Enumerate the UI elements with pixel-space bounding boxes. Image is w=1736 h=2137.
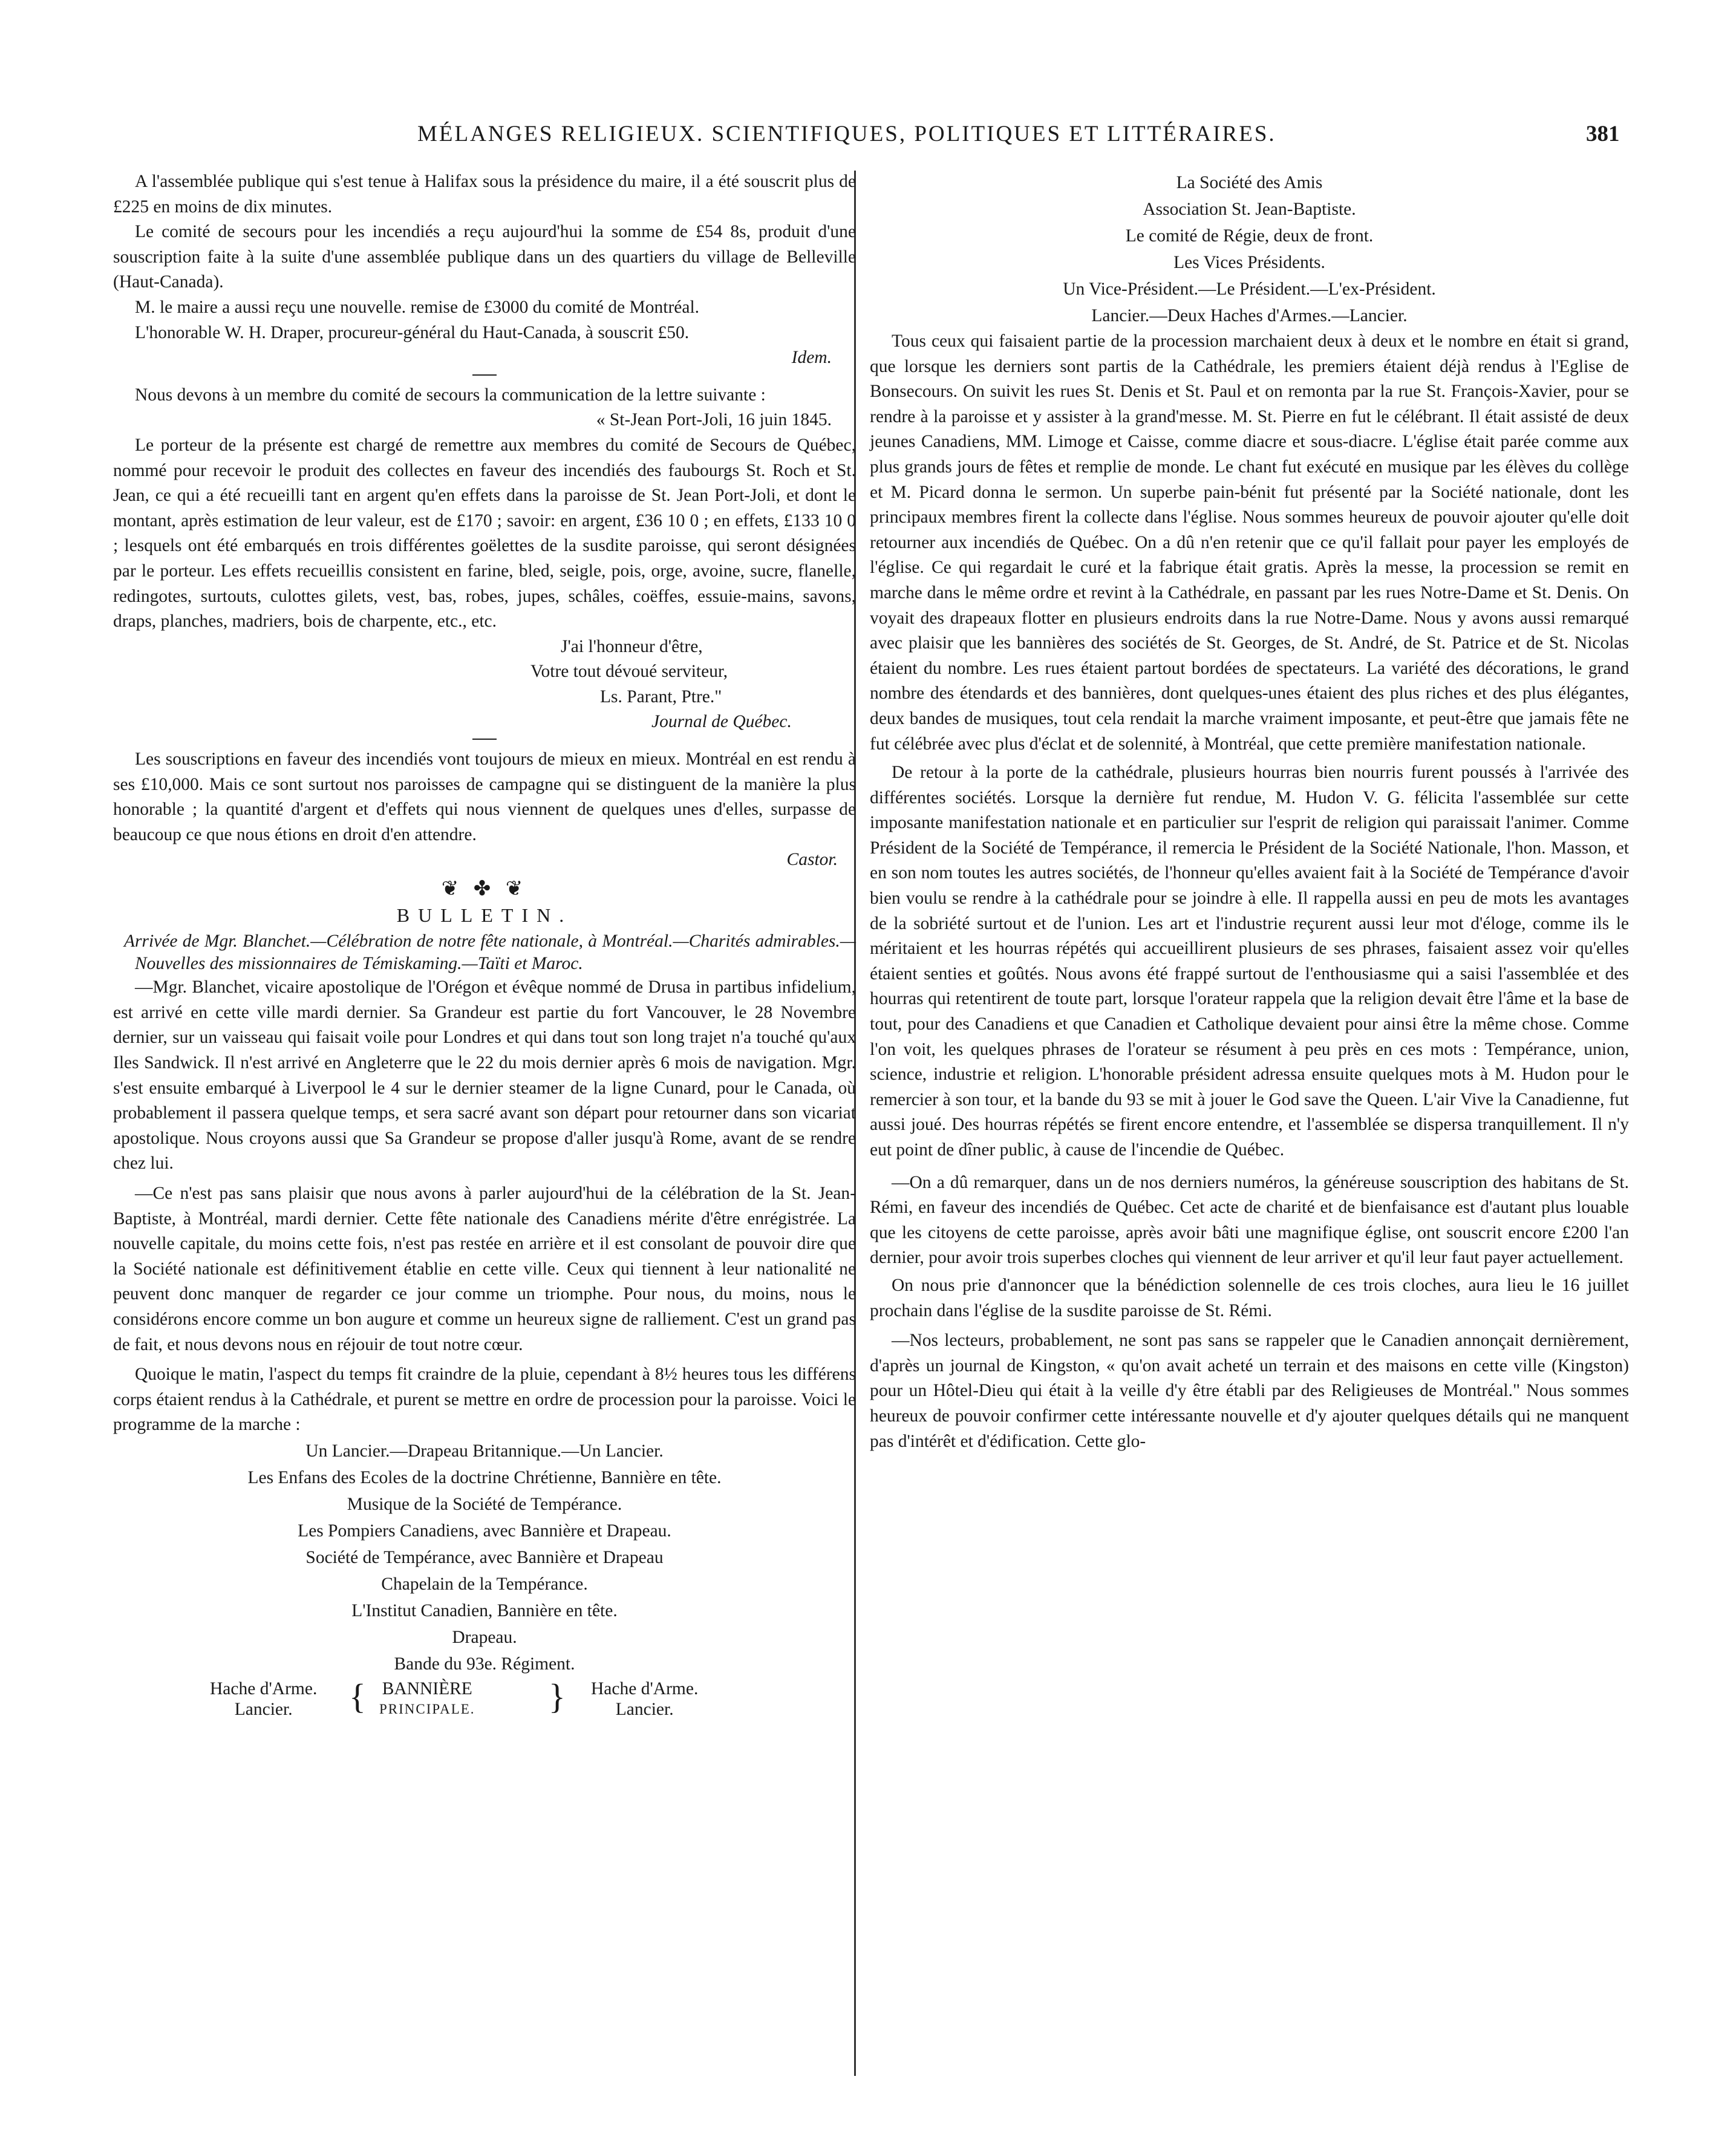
paragraph-cloches: On nous prie d'annoncer que la bénédiction solennelle de ces trois cloches, aura lieu le 16 juillet prochain dans l'église de la susdite paroisse de St. Rémi. [870, 1275, 1629, 1320]
page-header [0, 121, 1736, 157]
banner-right-top: Hache d'Arme. [591, 1679, 699, 1698]
letter-closing: J'ai l'honneur d'être, [561, 636, 703, 656]
letter-signature: Ls. Parant, Ptre." [600, 687, 722, 706]
banner-arrangement [113, 1676, 856, 1732]
paragraph-draper: L'honorable W. H. Draper, procureur-général du Haut-Canada, à souscrit £50. [135, 322, 690, 342]
program-line: L'Institut Canadien, Bannière en tête. [351, 1600, 618, 1620]
bulletin-summary: Arrivée de Mgr. Blanchet.—Célébration de notre fête nationale, à Montréal.—Charités admirables.—Nouvelles des missionnaires de Témiskaming.—Taïti et Maroc. [124, 931, 856, 974]
letter-dateline: « St-Jean Port-Joli, 16 juin 1845. [596, 410, 832, 430]
paragraph-procession: Quoique le matin, l'aspect du temps fit craindre de la pluie, cependant à 8½ heures tous les différens corps étaient rendus à la Cathédrale, et purent se mettre en ordre de procession pour la paroisse. Voici le programme de la marche : [113, 1365, 856, 1435]
separator-dash [472, 374, 497, 376]
castor-credit: Castor. [786, 850, 838, 870]
brace-right: } [549, 1676, 566, 1716]
paragraph-montreal-remise: M. le maire a aussi reçu une nouvelle. remise de £3000 du comité de Montréal. [135, 297, 700, 317]
idem-credit: Idem. [791, 348, 832, 368]
procession-program-right [870, 169, 1629, 329]
procession-program-left [113, 1438, 856, 1677]
banner-left [210, 1679, 317, 1720]
letter-source: Journal de Québec. [651, 712, 792, 732]
paragraph-halifax: A l'assemblée publique qui s'est tenue à Halifax sous la présidence du maire, il a été souscrit plus de £225 en moins de dix minutes. [113, 172, 856, 217]
banner-center-top: BANNIÈRE [382, 1679, 472, 1698]
banner-left-top: Hache d'Arme. [210, 1679, 318, 1698]
program-line: Les Enfans des Ecoles de la doctrine Chrétienne, Bannière en tête. [247, 1467, 722, 1487]
program-line: Chapelain de la Tempérance. [381, 1574, 588, 1594]
right-column [870, 169, 1629, 1454]
letter-closing-servant: Votre tout dévoué serviteur, [530, 662, 728, 682]
paragraph-belleville: Le comité de secours pour les incendiés a reçu aujourd'hui la somme de £54 8s, produit d'une souscription faite à la suite d'une assemblée publique dans un des quartiers du village de Belleville (Haut-Canada). [113, 222, 856, 292]
paragraph-st-jean: —Ce n'est pas sans plaisir que nous avons à parler aujourd'hui de la célébration de la St. Jean-Baptiste, à Montréal, mardi dernier. Cette fête nationale des Canadiens mérite d'être enrégistrée. La nouvelle capitale, du moins cette fois, n'est pas restée en arrière et il est consolant de pouvoir dire que la Société nationale est définitivement établie en cette ville. Ceux qui tiennent à leur nationalité ne peuvent donc manquer de regarder ce jour comme un triomphe. Pour nous, du moins, nous le considérons encore comme un bon augure et comme un heureux signe de ralliement. C'est un grand pas de fait, et nous devons nous en réjouir de tout notre cœur. [113, 1183, 856, 1354]
program-line: Le comité de Régie, deux de front. [1125, 226, 1374, 246]
program-line: Société de Tempérance, avec Bannière et Drapeau [305, 1547, 664, 1567]
letter-body: Le porteur de la présente est chargé de remettre aux membres du comité de Secours de Québec, nommé pour recevoir le produit des collectes en faveur des incendiés des faubourgs St. Roch et St. Jean, ce qui a été recueilli tant en argent qu'en effets dans la paroisse de St. Jean Port-Joli, et dont le montant, après estimation de leur valeur, est de £170 ; savoir: en argent, £36 10 0 ; en effets, £133 10 0 ; lesquels ont été embarqués en trois différentes goëlettes de la susdite paroisse, qui seront désignées par le porteur. Les effets recueillis consistent en farine, bled, seigle, pois, orge, avoine, sucre, flanelle, redingotes, surtouts, culottes gilets, vest, bas, robes, jupes, schâles, coëffes, essuie-mains, savons, draps, planches, madriers, bois de charpente, etc., etc. [113, 435, 856, 631]
program-line: Un Lancier.—Drapeau Britannique.—Un Lancier. [305, 1441, 664, 1461]
banner-right [591, 1679, 698, 1720]
paragraph-blanchet: —Mgr. Blanchet, vicaire apostolique de l'Orégon et évêque nommé de Drusa in partibus infidelium, est arrivé en cette ville mardi dernier. Sa Grandeur est partie du fort Vancouver, le 28 Novembre dernier, sur un vaisseau qui faisait voile pour Londres et qui dans tout son long trajet n'a touché qu'aux Iles Sandwick. Il n'est arrivé en Angleterre que le 22 du mois dernier après 6 mois de navigation. Mgr. s'est ensuite embarqué à Liverpool le 4 sur le dernier steamer de la ligne Cunard, pour le Canada, où probablement il passera quelque temps, et sera sacré avant son départ pour retourner dans son vicariat apostolique. Nous croyons aussi que Sa Grandeur se propose d'aller jusqu'à Rome, avant de se rendre chez lui. [113, 977, 856, 1173]
program-line: Un Vice-Président.—Le Président.—L'ex-Président. [1063, 279, 1436, 299]
running-title: MÉLANGES RELIGIEUX. SCIENTIFIQUES, POLITIQUES ET LITTÉRAIRES. [417, 122, 1276, 146]
separator-dash-2 [472, 739, 497, 740]
program-line: Les Pompiers Canadiens, avec Bannière et Drapeau. [298, 1521, 671, 1541]
banner-center [379, 1679, 475, 1720]
brace-left: { [349, 1676, 366, 1716]
program-line: Association St. Jean-Baptiste. [1143, 200, 1356, 219]
left-column [113, 169, 856, 1732]
banner-right-bottom: Lancier. [615, 1699, 674, 1719]
banner-left-bottom: Lancier. [234, 1699, 293, 1719]
paragraph-letter-intro: Nous devons à un membre du comité de secours la communication de la lettre suivante : [135, 385, 766, 405]
bulletin-heading: BULLETIN. [396, 904, 573, 926]
ornament-divider: ❦ ✤ ❦ [441, 878, 528, 901]
paragraph-st-remi: —On a dû remarquer, dans un de nos derniers numéros, la généreuse souscription des habitans de St. Rémi, en faveur des incendiés de Québec. Cet acte de charité et de bienfaisance est d'autant plus louable que les citoyens de cette paroisse, après avoir bâti une magnifique église, ont souscrit encore £200 l'an dernier, pour avoir trois superbes cloches qui viennent de leur arriver et qu'il leur faut payer actuellement. [870, 1172, 1629, 1268]
program-line: Les Vices Présidents. [1173, 253, 1325, 272]
program-line: Lancier.—Deux Haches d'Armes.—Lancier. [1091, 306, 1408, 325]
program-line: Musique de la Société de Tempérance. [347, 1494, 622, 1514]
program-line: Drapeau. [452, 1627, 517, 1647]
paragraph-procession-route: Tous ceux qui faisaient partie de la procession marchaient deux à deux et le nombre en était si grand, que lorsque les derniers sont partis de la Cathédrale, les premiers étaient déjà rendus à l'Eglise de Bonsecours. On suivit les rues St. Denis et St. Paul et on remonta par la rue St. François-Xavier, pour se rendre à la paroisse et y assister à la grand'messe. M. St. Pierre en fut le célébrant. Il était assisté de deux jeunes Canadiens, MM. Limoge et Caisse, comme diacre et sous-diacre. L'église était parée comme aux plus grands jours de fêtes et remplie de monde. Le chant fut exécuté en musique par les élèves du collège et M. Picard donna le sermon. Un superbe pain-bénit fut présenté par la Société nationale, dont les principaux membres firent la collecte dans l'église. Nous sommes heureux de pouvoir ajouter qu'elle doit retourner aux incendiés de Québec. On a dû n'en retenir que ce qu'il fallait pour payer les employés de l'église. Ce qui regardait le curé et la fabrique était gratis. Après la messe, la procession se remit en marche dans le même ordre et revint à la Cathédrale, en passant par les rues Notre-Dame et St. Denis. On voyait des drapeaux flotter en plusieurs endroits dans la rue Notre-Dame. Nous y avons aussi remarqué avec plaisir que les bannières des sociétés de St. Georges, de St. André, de St. Patrice et de St. Nicolas étaient du nombre. Les rues étaient partout bordées de spectateurs. La variété des décorations, le grand nombre des étendards et des bannières, dont quelques-unes étaient des plus riches et des plus élégantes, deux bandes de musiques, tout cela rendait la marche vraiment imposante, et peut-être que jamais fête ne fut célébrée avec plus d'éclat et de solennité, à Montréal, que cette première manifestation nationale. [870, 331, 1629, 754]
paragraph-hourras: De retour à la porte de la cathédrale, plusieurs hourras bien nourris furent poussés à l'arrivée des différentes sociétés. Lorsque la dernière fut rendue, M. Hudon V. G. félicita l'assemblée sur cette imposante manifestation nationale et en particulier sur l'esprit de religion qui paraissait l'animer. Comme Président de la Société de Tempérance, il remercia le Président de la Société Nationale, l'hon. Masson, et en son nom toutes les autres sociétés, de l'honneur qu'elles avaient fait à la Société de Tempérance d'avoir bien voulu se rendre à la cathédrale pour se joindre à elle. Il rappella aussi en peu de mots les avantages de la sobriété surtout et de l'union. Les art et l'industrie reçurent aussi leur mot d'éloge, comme ils le méritaient et les hourras répétés qui accueillirent plusieurs de ses phrases, faisaient assez voir qu'elles étaient senties et goûtés. Nous avons été frappé surtout de l'enthousiasme qui a saisi l'assemblée et des hourras qui retentirent de toute part, lorsque l'orateur rappela que la religion devait être l'âme et la base de tout, pour des Canadiens et que Canadien et Catholique devaient pour ainsi être la même chose. Comme l'on voit, les quelques phrases de l'orateur se résument à peu près en ces mots : Tempérance, union, science, industrie et religion. L'honorable président adressa ensuite quelques mots à M. Hudon pour le remercier à son tour, et la bande du 93 se mit à jouer le God save the Queen. L'air Vive la Canadienne, fut aussi joué. Des hourras répétés se firent encore entendre, et l'assemblée se dispersa tranquillement. Il n'y eut point de dîner public, à cause de l'incendie de Québec. [870, 763, 1629, 1160]
paragraph-kingston: —Nos lecteurs, probablement, ne sont pas sans se rappeler que le Canadien annonçait dernièrement, d'après un journal de Kingston, « qu'on avait acheté un terrain et des maisons en cette ville (Kingston) pour un Hôtel-Dieu qui était à la veille d'y être établi par des Religieuses de Montréal." Nous sommes heureux de pouvoir confirmer cette intéressante nouvelle et d'y ajouter quelques détails qui ne manquent pas d'intérêt et d'édification. Cette glo- [870, 1331, 1629, 1451]
program-line: La Société des Amis [1176, 173, 1323, 192]
program-line: Bande du 93e. Régiment. [394, 1654, 575, 1674]
paragraph-souscriptions: Les souscriptions en faveur des incendiés vont toujours de mieux en mieux. Montréal en est rendu à ses £10,000. Mais ce sont surtout nos paroisses de campagne qui se distinguent de la manière la plus honorable ; la quantité d'argent et d'effets qui nous viennent de quelques unes d'elles, surpasse de beaucoup ce que nous étions en droit d'en attendre. [113, 749, 856, 844]
page-number: 381 [1586, 122, 1620, 146]
banner-center-bottom: PRINCIPALE. [379, 1701, 475, 1717]
